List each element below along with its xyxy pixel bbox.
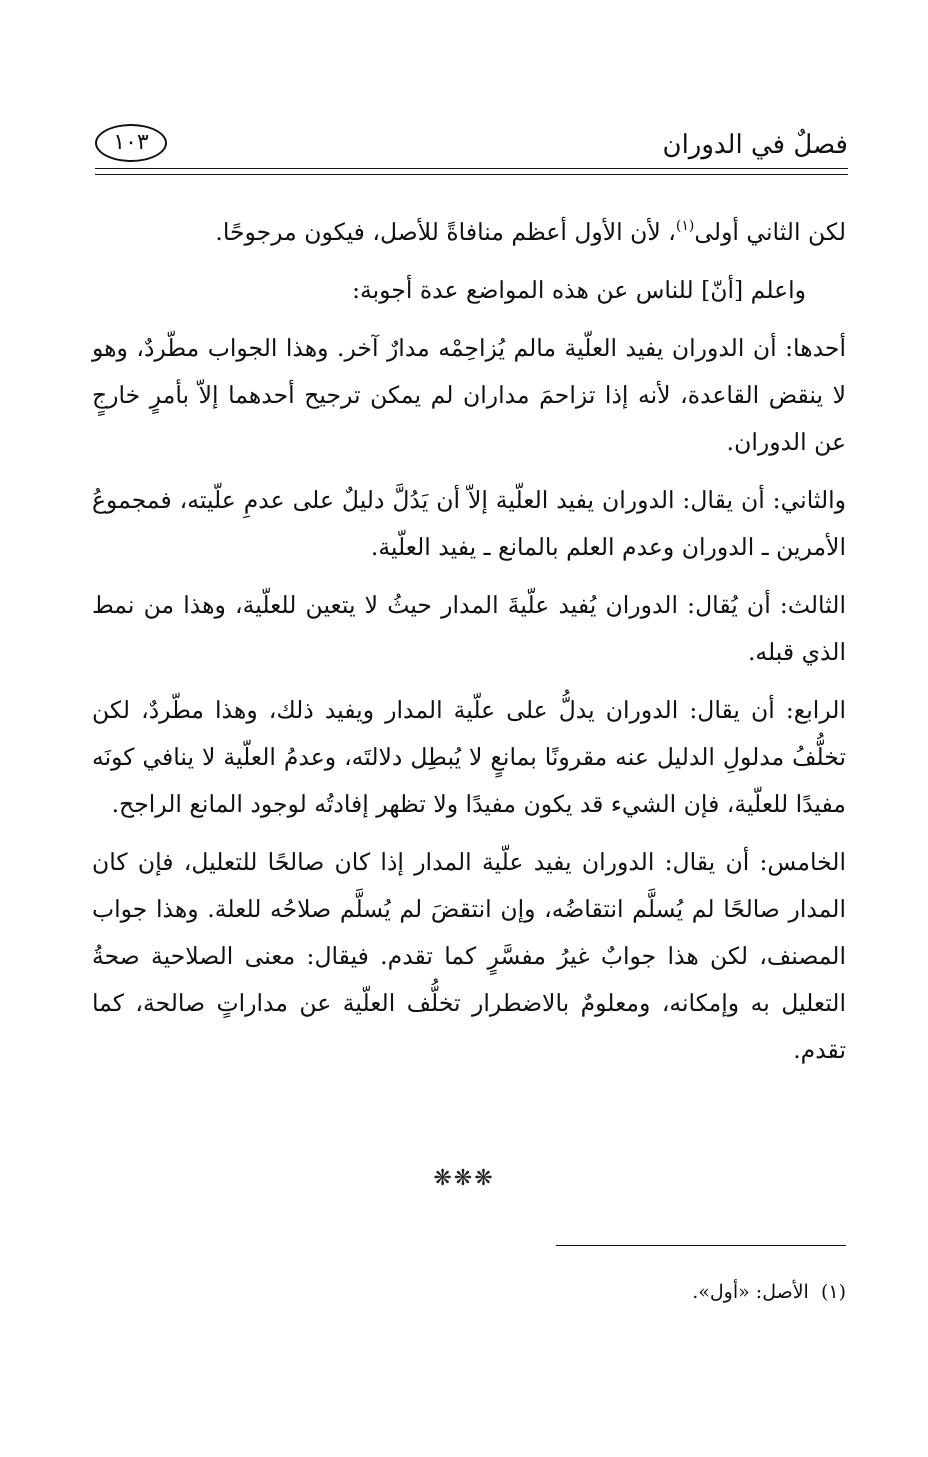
paragraph-1-after: ، لأن الأول أعظم منافاةً للأصل، فيكون مرجوحًا. [215,218,676,246]
header-rule-bottom [95,174,848,175]
paragraph-1 [92,203,846,256]
page-number: ١٠٣ [95,124,167,162]
main-text [92,203,846,1085]
running-title: فصلٌ في الدوران [662,130,848,160]
paragraph-5: الثالث: أن يُقال: الدوران يُفيد علّيةَ المدار حيثُ لا يتعين للعلّية، وهذا من نمط الذي قبله. [92,591,846,666]
header-rule-top [95,168,848,169]
footnote-rule [556,1245,846,1246]
footnote [692,1278,846,1306]
paragraph-4: والثاني: أن يقال: الدوران يفيد العلّية إلاّ أن يَدُلَّ دليلٌ على عدمِ علّيته، فمجموعُ الأمرين ـ الدوران وعدم العلم بالمانع ـ يفيد العلّية. [92,486,846,561]
paragraph-2: واعلم [أنّ] للناس عن هذه المواضع عدة أجوبة: [352,276,806,304]
footnote-reference[interactable]: (١) [675,218,695,234]
paragraph-6: الرابع: أن يقال: الدوران يدلُّ على علّية المدار ويفيد ذلك، وهذا مطّردٌ، لكن تخلُّفُ مدلولِ الدليل عنه مقرونًا بمانعٍ لا يُبطِل دلالتَه، وعدمُ العلّية لا ينافي كونَه مفيدًا للعلّية، فإن الشيء قد يكون مفيدًا ولا تظهر إفادتُه لوجود المانع الراجح. [92,696,846,818]
page-header [95,118,848,174]
paragraph-3: أحدها: أن الدوران يفيد العلّية مالم يُزاحِمْه مدارٌ آخر. وهذا الجواب مطّردٌ، وهو لا ينقض القاعدة، لأنه إذا تزاحمَ مداران لم يمكن ترجيح أحدهما إلاّ بأمرٍ خارجٍ عن الدوران. [92,334,846,456]
footnote-marker: (١) [820,1281,846,1303]
paragraph-1-before: لكن الثاني أولى [694,218,846,246]
footnote-text: الأصل: «أول». [692,1281,809,1303]
section-separator: ❋❋❋ [433,1166,495,1191]
paragraph-7: الخامس: أن يقال: الدوران يفيد علّية المدار إذا كان صالحًا للتعليل، فإن كان المدار صالحًا لم يُسلَّم انتقاضُه، وإن انتقضَ لم يُسلَّم صلاحُه للعلة. وهذا جواب المصنف، لكن هذا جوابٌ غيرُ مفسَّرٍ كما تقدم. فيقال: معنى الصلاحية صحةُ التعليل به وإمكانه، ومعلومٌ بالاضطرار تخلُّف العلّية عن مداراتٍ صالحة، كما تقدم. [92,848,846,1064]
